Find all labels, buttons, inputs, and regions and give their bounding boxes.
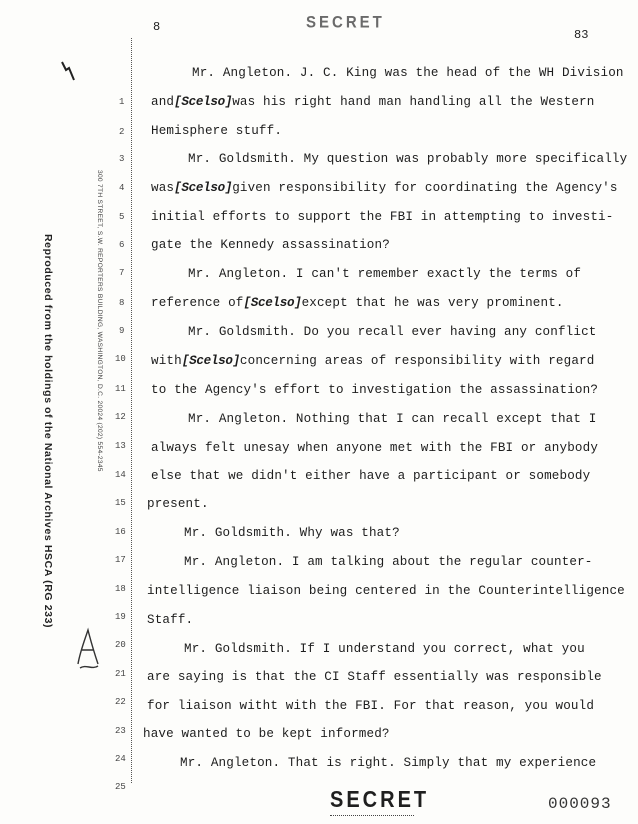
line-number: 20 (115, 640, 126, 650)
line-number: 7 (119, 268, 125, 278)
transcript-line: Staff. (147, 613, 194, 627)
transcript-line: Mr. Goldsmith. Why was that? (184, 526, 400, 540)
redaction-bracket: [Scelso] (174, 95, 233, 109)
line-number: 12 (115, 412, 126, 422)
line-number: 25 (115, 782, 126, 792)
line-number: 15 (115, 498, 126, 508)
transcript-line: Mr. Angleton. I can't remember exactly the terms of (188, 267, 582, 281)
handwritten-initials-icon (74, 624, 102, 674)
transcript-line: else that we didn't either have a participant or somebody (151, 469, 591, 483)
transcript-line: and[Scelso]was his right hand man handling all the Western (151, 95, 595, 109)
line-number: 4 (119, 183, 125, 193)
line-number: 3 (119, 154, 125, 164)
header-left-mark: 8 (153, 20, 161, 34)
line-number: 5 (119, 212, 125, 222)
line-number: 23 (115, 726, 126, 736)
reporter-address-strip: 300 7TH STREET, S.W. REPORTERS BUILDING, WASHINGTON, D.C. 20024 (202) 554-2345 (96, 170, 103, 472)
footer-classification-stamp: SECRET (330, 787, 430, 813)
transcript-line: reference of[Scelso]except that he was very prominent. (151, 296, 564, 310)
transcript-line: Mr. Goldsmith. If I understand you correct, what you (184, 642, 585, 656)
line-number: 18 (115, 584, 126, 594)
line-number: 14 (115, 470, 126, 480)
line-number-rule (131, 38, 132, 783)
reproduction-notice: Reproduced from the holdings of the National Archives HSCA (RG 233) (42, 234, 54, 629)
line-number: 13 (115, 441, 126, 451)
transcript-line: Mr. Goldsmith. My question was probably more specifically (188, 152, 628, 166)
transcript-line: present. (147, 497, 209, 511)
transcript-line: are saying is that the CI Staff essentially was responsible (147, 670, 602, 684)
transcript-line: gate the Kennedy assassination? (151, 238, 390, 252)
line-number: 9 (119, 326, 125, 336)
line-number: 2 (119, 127, 125, 137)
line-number: 1 (119, 97, 125, 107)
stamp-underline (330, 815, 414, 816)
line-number: 8 (119, 298, 125, 308)
transcript-line: Mr. Angleton. That is right. Simply that my experience (180, 756, 597, 770)
line-number: 22 (115, 697, 126, 707)
transcript-line: Hemisphere stuff. (151, 124, 283, 138)
document-number: 000093 (548, 795, 612, 813)
margin-mark-icon (60, 60, 78, 84)
transcript-line: was[Scelso]given responsibility for coordinating the Agency's (151, 181, 618, 195)
line-number: 16 (115, 527, 126, 537)
header-classification-stamp: SECRET (306, 13, 385, 32)
transcript-line: intelligence liaison being centered in the Counterintelligence (147, 584, 625, 598)
line-number: 19 (115, 612, 126, 622)
transcript-line: Mr. Angleton. I am talking about the regular counter- (184, 555, 593, 569)
transcript-line: Mr. Goldsmith. Do you recall ever having any conflict (188, 325, 597, 339)
line-number: 24 (115, 754, 126, 764)
transcript-line: have wanted to be kept informed? (143, 727, 390, 741)
redaction-bracket: [Scelso] (243, 296, 302, 310)
page-number: 83 (574, 28, 589, 42)
line-number: 17 (115, 555, 126, 565)
transcript-line: always felt unesay when anyone met with the FBI or anybody (151, 441, 599, 455)
transcript-line: initial efforts to support the FBI in attempting to investi- (151, 210, 614, 224)
transcript-line: with[Scelso]concerning areas of responsibility with regard (151, 354, 595, 368)
line-number: 21 (115, 669, 126, 679)
transcript-line: to the Agency's effort to investigation the assassination? (151, 383, 599, 397)
transcript-line: Mr. Angleton. J. C. King was the head of the WH Division (192, 66, 624, 80)
line-number: 11 (115, 384, 126, 394)
line-number: 6 (119, 240, 125, 250)
line-number: 10 (115, 354, 126, 364)
transcript-line: Mr. Angleton. Nothing that I can recall except that I (188, 412, 597, 426)
transcript-line: for liaison witht with the FBI. For that reason, you would (147, 699, 595, 713)
redaction-bracket: [Scelso] (181, 354, 240, 368)
redaction-bracket: [Scelso] (174, 181, 233, 195)
